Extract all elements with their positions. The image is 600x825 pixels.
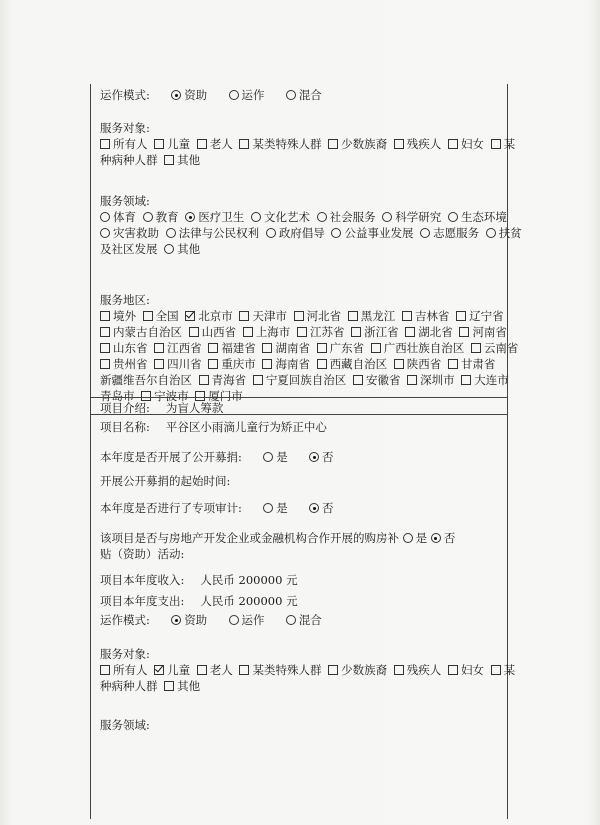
target-line-1 bbox=[100, 136, 516, 152]
checkbox-icon[interactable] bbox=[262, 359, 272, 369]
opt: 四川省 bbox=[167, 357, 202, 371]
mode-option-fund: 资助 bbox=[184, 613, 208, 627]
checkbox-icon[interactable] bbox=[351, 327, 361, 337]
opt: 教育 bbox=[155, 210, 179, 224]
opt: 老人 bbox=[209, 137, 233, 151]
checkbox-icon[interactable] bbox=[394, 665, 404, 675]
opt: 广西壮族自治区 bbox=[383, 341, 465, 355]
region-line-1 bbox=[100, 308, 504, 324]
public-start-row: 开展公开募捐的起始时间: bbox=[100, 474, 231, 488]
mode-label: 运作模式: bbox=[100, 88, 150, 102]
opt: 儿童 bbox=[167, 663, 191, 677]
opt: 老人 bbox=[209, 663, 233, 677]
opt: 浙江省 bbox=[364, 325, 399, 339]
field-line-2 bbox=[100, 225, 522, 241]
opt: 湖北省 bbox=[418, 325, 453, 339]
checkbox-icon[interactable] bbox=[353, 375, 363, 385]
divider bbox=[90, 397, 507, 398]
opt: 江西省 bbox=[167, 341, 202, 355]
income-label: 项目本年度收入: bbox=[100, 573, 185, 587]
opt: 残疾人 bbox=[406, 663, 442, 677]
opt: 其他 bbox=[177, 153, 201, 167]
audit-question: 本年度是否进行了专项审计: bbox=[100, 501, 242, 515]
project-intro-label: 项目介绍: bbox=[100, 401, 150, 415]
checkbox-icon[interactable] bbox=[371, 343, 381, 353]
checkbox-icon[interactable] bbox=[456, 311, 466, 321]
checkbox-checked-icon[interactable] bbox=[185, 311, 195, 321]
opt: 残疾人 bbox=[406, 137, 442, 151]
expense-row bbox=[100, 593, 500, 609]
radio-icon[interactable] bbox=[166, 228, 176, 238]
yes-label: 是 bbox=[276, 450, 288, 464]
opt: 少数族裔 bbox=[341, 663, 388, 677]
opt: 社会服务 bbox=[329, 210, 376, 224]
opt: 文化艺术 bbox=[263, 210, 310, 224]
project-name-value: 平谷区小雨滴儿童行为矫正中心 bbox=[165, 420, 327, 434]
target-label-1: 服务对象: bbox=[100, 121, 150, 135]
yes-label: 是 bbox=[276, 501, 288, 515]
housing-row-2: 贴（资助）活动: bbox=[100, 547, 185, 561]
checkbox-icon[interactable] bbox=[262, 343, 272, 353]
checkbox-icon[interactable] bbox=[208, 359, 218, 369]
opt: 辽宁省 bbox=[469, 309, 504, 323]
checkbox-icon[interactable] bbox=[239, 139, 249, 149]
divider bbox=[90, 414, 507, 415]
mode-option-operate: 运作 bbox=[241, 88, 265, 102]
public-fundraising-row bbox=[100, 449, 500, 465]
opt: 西藏自治区 bbox=[329, 357, 388, 371]
radio-icon[interactable] bbox=[286, 615, 296, 625]
opt: 少数族裔 bbox=[341, 137, 388, 151]
target-label-2: 服务对象: bbox=[100, 647, 150, 661]
public-fundraising-question: 本年度是否开展了公开募捐: bbox=[100, 450, 242, 464]
radio-icon[interactable] bbox=[143, 212, 153, 222]
checkbox-icon[interactable] bbox=[348, 311, 358, 321]
opt: 境外 bbox=[113, 309, 136, 323]
opt: 某 bbox=[503, 137, 516, 151]
opt: 政府倡导 bbox=[278, 226, 325, 240]
field-label-1: 服务领域: bbox=[100, 194, 150, 208]
mode-option-fund: 资助 bbox=[184, 88, 208, 102]
radio-icon[interactable] bbox=[309, 452, 319, 462]
opt: 甘肃省 bbox=[460, 357, 496, 371]
opt: 山东省 bbox=[113, 341, 148, 355]
radio-icon[interactable] bbox=[251, 212, 261, 222]
opt: 种病种人群 bbox=[100, 679, 158, 693]
mode-option-mixed: 混合 bbox=[298, 88, 322, 102]
checkbox-icon[interactable] bbox=[143, 311, 153, 321]
radio-icon[interactable] bbox=[164, 244, 174, 254]
checkbox-icon[interactable] bbox=[154, 359, 164, 369]
checkbox-icon[interactable] bbox=[164, 681, 174, 691]
checkbox-icon[interactable] bbox=[328, 665, 338, 675]
checkbox-icon[interactable] bbox=[189, 327, 199, 337]
radio-icon[interactable] bbox=[229, 615, 239, 625]
checkbox-icon[interactable] bbox=[328, 139, 338, 149]
opt: 妇女 bbox=[460, 663, 484, 677]
opt: 体育 bbox=[113, 210, 136, 224]
radio-icon[interactable] bbox=[171, 90, 181, 100]
checkbox-icon[interactable] bbox=[405, 327, 415, 337]
expense-label: 项目本年度支出: bbox=[100, 594, 185, 608]
opt: 宁夏回族自治区 bbox=[265, 373, 347, 387]
opt: 及社区发展 bbox=[100, 242, 158, 256]
opt: 大连市 bbox=[474, 373, 509, 387]
opt: 某类特殊人群 bbox=[252, 137, 322, 151]
target-line-2 bbox=[100, 152, 500, 168]
opt: 广东省 bbox=[329, 341, 365, 355]
opt: 湖南省 bbox=[275, 341, 310, 355]
checkbox-icon[interactable] bbox=[294, 311, 304, 321]
radio-icon[interactable] bbox=[309, 503, 319, 513]
opt: 扶贫 bbox=[498, 226, 522, 240]
opt: 贵州省 bbox=[113, 357, 148, 371]
checkbox-icon[interactable] bbox=[317, 359, 327, 369]
opt: 江苏省 bbox=[309, 325, 345, 339]
checkbox-icon[interactable] bbox=[243, 327, 253, 337]
opt: 深圳市 bbox=[420, 373, 455, 387]
checkbox-icon[interactable] bbox=[239, 665, 249, 675]
region-line-2 bbox=[100, 324, 507, 340]
checkbox-icon[interactable] bbox=[253, 375, 263, 385]
opt: 灾害救助 bbox=[113, 226, 159, 240]
radio-icon[interactable] bbox=[486, 228, 496, 238]
no-label: 否 bbox=[322, 501, 334, 515]
checkbox-icon[interactable] bbox=[448, 665, 458, 675]
checkbox-icon[interactable] bbox=[491, 665, 501, 675]
mode-row-2 bbox=[100, 612, 500, 628]
opt: 厦门市 bbox=[208, 389, 243, 403]
no-label: 否 bbox=[322, 450, 334, 464]
opt: 青海省 bbox=[211, 373, 247, 387]
mode-option-operate: 运作 bbox=[241, 613, 265, 627]
project-name-row bbox=[100, 419, 500, 435]
checkbox-icon[interactable] bbox=[317, 343, 327, 353]
checkbox-icon[interactable] bbox=[100, 139, 110, 149]
opt: 黑龙江 bbox=[360, 309, 396, 323]
radio-icon[interactable] bbox=[317, 212, 327, 222]
project-intro-value: 为盲人筹款 bbox=[165, 401, 224, 415]
checkbox-icon[interactable] bbox=[199, 375, 209, 385]
radio-icon[interactable] bbox=[286, 90, 296, 100]
radio-icon[interactable] bbox=[420, 228, 430, 238]
checkbox-icon[interactable] bbox=[164, 155, 174, 165]
checkbox-icon[interactable] bbox=[297, 327, 307, 337]
radio-icon[interactable] bbox=[403, 533, 413, 543]
checkbox-icon[interactable] bbox=[100, 343, 110, 353]
checkbox-icon[interactable] bbox=[448, 139, 458, 149]
checkbox-checked-icon[interactable] bbox=[154, 665, 164, 675]
opt: 河南省 bbox=[472, 325, 507, 339]
income-row bbox=[100, 572, 500, 588]
checkbox-icon[interactable] bbox=[100, 311, 110, 321]
opt: 重庆市 bbox=[221, 357, 256, 371]
field-label-2: 服务领域: bbox=[100, 718, 150, 732]
mode-row-1 bbox=[100, 87, 500, 103]
audit-row bbox=[100, 500, 500, 516]
opt: 云南省 bbox=[483, 341, 519, 355]
region-line-4 bbox=[100, 356, 500, 372]
checkbox-icon[interactable] bbox=[461, 375, 471, 385]
opt: 河北省 bbox=[306, 309, 342, 323]
radio-icon[interactable] bbox=[185, 212, 195, 222]
radio-icon[interactable] bbox=[266, 228, 276, 238]
field-line-1 bbox=[100, 209, 507, 225]
opt: 种病种人群 bbox=[100, 153, 158, 167]
opt: 所有人 bbox=[113, 663, 148, 677]
opt: 医疗卫生 bbox=[198, 210, 245, 224]
region-label: 服务地区: bbox=[100, 293, 150, 307]
opt: 儿童 bbox=[167, 137, 191, 151]
radio-icon[interactable] bbox=[100, 212, 110, 222]
radio-icon[interactable] bbox=[331, 228, 341, 238]
opt: 法律与公民权利 bbox=[178, 226, 260, 240]
opt: 妇女 bbox=[460, 137, 484, 151]
opt: 福建省 bbox=[221, 341, 256, 355]
opt: 科学研究 bbox=[395, 210, 442, 224]
opt: 天津市 bbox=[252, 309, 287, 323]
opt: 青岛市 bbox=[100, 389, 135, 403]
checkbox-icon[interactable] bbox=[100, 665, 110, 675]
yes-label: 是 bbox=[415, 531, 428, 545]
region-line-3 bbox=[100, 340, 519, 356]
mode-label: 运作模式: bbox=[100, 613, 150, 627]
no-label: 否 bbox=[443, 531, 456, 545]
field-line-3 bbox=[100, 241, 500, 257]
checkbox-icon[interactable] bbox=[239, 311, 249, 321]
mode-option-mixed: 混合 bbox=[298, 613, 322, 627]
checkbox-icon[interactable] bbox=[100, 359, 110, 369]
checkbox-icon[interactable] bbox=[407, 375, 417, 385]
opt: 新疆维吾尔自治区 bbox=[100, 373, 192, 387]
checkbox-icon[interactable] bbox=[459, 327, 469, 337]
checkbox-icon[interactable] bbox=[394, 139, 404, 149]
checkbox-icon[interactable] bbox=[471, 343, 481, 353]
checkbox-icon[interactable] bbox=[448, 359, 458, 369]
radio-icon[interactable] bbox=[382, 212, 392, 222]
opt: 志愿服务 bbox=[433, 226, 480, 240]
opt: 所有人 bbox=[113, 137, 148, 151]
opt: 吉林省 bbox=[414, 309, 450, 323]
opt: 陕西省 bbox=[406, 357, 442, 371]
opt: 宁波市 bbox=[154, 389, 189, 403]
opt: 生态环境 bbox=[460, 210, 507, 224]
opt: 北京市 bbox=[198, 309, 233, 323]
checkbox-icon[interactable] bbox=[491, 139, 501, 149]
opt: 海南省 bbox=[275, 357, 310, 371]
checkbox-icon[interactable] bbox=[197, 139, 207, 149]
checkbox-icon[interactable] bbox=[154, 139, 164, 149]
radio-icon[interactable] bbox=[431, 533, 441, 543]
opt: 全国 bbox=[155, 309, 179, 323]
expense-value: 人民币 200000 元 bbox=[200, 594, 298, 608]
checkbox-icon[interactable] bbox=[154, 343, 164, 353]
radio-icon[interactable] bbox=[263, 452, 273, 462]
opt: 安徽省 bbox=[365, 373, 401, 387]
opt: 公益事业发展 bbox=[344, 226, 414, 240]
radio-icon[interactable] bbox=[100, 228, 110, 238]
housing-question: 该项目是否与房地产开发企业或金融机构合作开展的购房补 bbox=[100, 531, 399, 545]
radio-icon[interactable] bbox=[263, 503, 273, 513]
opt: 内蒙古自治区 bbox=[113, 325, 182, 339]
checkbox-icon[interactable] bbox=[402, 311, 412, 321]
checkbox-icon[interactable] bbox=[208, 343, 218, 353]
checkbox-icon[interactable] bbox=[394, 359, 404, 369]
opt: 其他 bbox=[177, 679, 201, 693]
radio-icon[interactable] bbox=[171, 615, 181, 625]
target-line-4 bbox=[100, 678, 500, 694]
opt: 其他 bbox=[177, 242, 201, 256]
region-line-5 bbox=[100, 372, 509, 388]
radio-icon[interactable] bbox=[229, 90, 239, 100]
project-name-label: 项目名称: bbox=[100, 420, 150, 434]
opt: 某类特殊人群 bbox=[252, 663, 322, 677]
checkbox-icon[interactable] bbox=[197, 665, 207, 675]
checkbox-icon[interactable] bbox=[100, 327, 110, 337]
opt: 山西省 bbox=[201, 325, 237, 339]
radio-icon[interactable] bbox=[448, 212, 458, 222]
opt: 上海市 bbox=[255, 325, 291, 339]
target-line-3 bbox=[100, 662, 516, 678]
housing-row bbox=[100, 530, 500, 546]
opt: 某 bbox=[503, 663, 516, 677]
income-value: 人民币 200000 元 bbox=[200, 573, 298, 587]
